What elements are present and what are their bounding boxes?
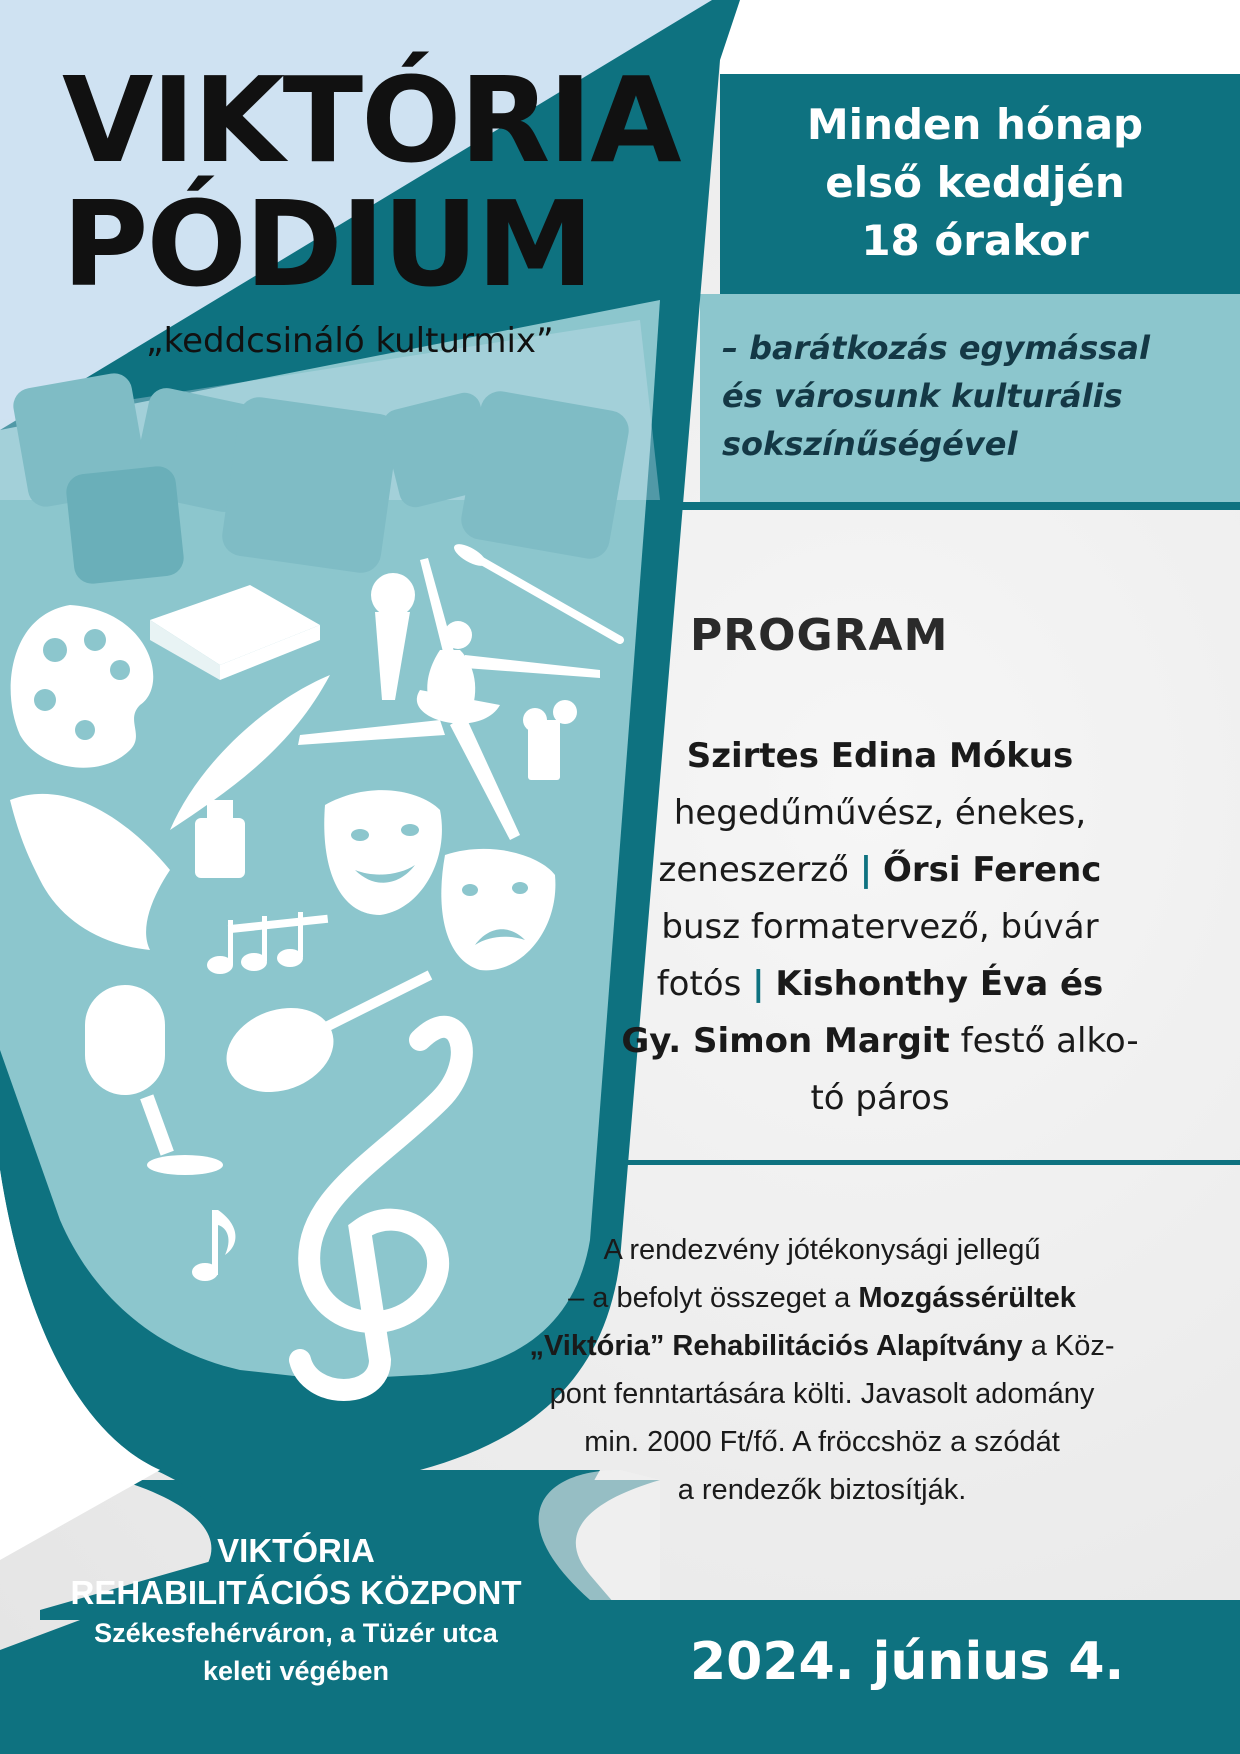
charity-line-1: A rendezvény jótékonysági jellegű bbox=[603, 1234, 1041, 1266]
performer-2-role-a: busz formatervező, búvár bbox=[661, 907, 1099, 947]
event-title bbox=[62, 51, 680, 313]
performer-3-role-a: festő alko- bbox=[960, 1021, 1139, 1061]
subtitle-line-1: – barátkozás egymással bbox=[722, 329, 1150, 367]
subtitle-line-2: és városunk kulturális bbox=[722, 377, 1123, 415]
program-text bbox=[580, 728, 1180, 1127]
schedule-text bbox=[740, 96, 1210, 270]
tagline: „keddcsináló kulturmix” bbox=[146, 321, 554, 361]
section-divider bbox=[528, 1160, 1240, 1165]
charity-line-2-pre: – a befolyt összeget a bbox=[568, 1282, 851, 1314]
top-white-band bbox=[720, 0, 1240, 74]
performer-1-role-b: zeneszerző bbox=[658, 850, 849, 890]
charity-text bbox=[462, 1226, 1182, 1514]
performer-1-role-a: hegedűművész, énekes, bbox=[673, 793, 1087, 833]
schedule-line-1: Minden hónap bbox=[806, 100, 1144, 149]
performer-3-role-b: tó páros bbox=[810, 1078, 950, 1118]
venue-name-1: VIKTÓRIA bbox=[217, 1532, 375, 1569]
performer-2-name: Őrsi Ferenc bbox=[882, 850, 1102, 890]
performer-3-name-b: Gy. Simon Margit bbox=[621, 1021, 950, 1061]
schedule-line-2: első keddjén bbox=[825, 158, 1125, 207]
performer-1-name: Szirtes Edina Mókus bbox=[686, 736, 1074, 776]
performer-3-name-a: Kishonthy Éva és bbox=[775, 964, 1104, 1004]
subtitle-line-3: sokszínűségével bbox=[722, 425, 1018, 463]
schedule-line-3: 18 órakor bbox=[861, 216, 1089, 265]
venue-address-2: keleti végében bbox=[202, 1656, 390, 1686]
title-line-2: PÓDIUM bbox=[62, 175, 592, 313]
event-date: 2024. június 4. bbox=[690, 1632, 1125, 1692]
performer-2-role-b: fotós bbox=[656, 964, 742, 1004]
venue-name-2: REHABILITÁCIÓS KÖZPONT bbox=[70, 1574, 522, 1611]
venue-info bbox=[36, 1530, 556, 1690]
separator-1: | bbox=[859, 850, 873, 890]
subtitle-text bbox=[722, 324, 1162, 468]
charity-line-6: a rendezők biztosítják. bbox=[677, 1474, 967, 1506]
charity-line-5: min. 2000 Ft/fő. A fröccshöz a szódát bbox=[584, 1426, 1060, 1458]
separator-2: | bbox=[752, 964, 765, 1004]
charity-line-3-bold: „Viktória” Rehabilitációs Alapítvány bbox=[529, 1330, 1023, 1362]
title-line-1: VIKTÓRIA bbox=[62, 51, 680, 189]
charity-line-4: pont fenntartására költi. Javasolt adomány bbox=[549, 1378, 1095, 1410]
venue-address-1: Székesfehérváron, a Tüzér utca bbox=[94, 1618, 498, 1648]
charity-line-2-bold: Mozgássérültek bbox=[858, 1282, 1076, 1314]
program-heading: PROGRAM bbox=[690, 610, 949, 661]
charity-line-3-post: a Köz- bbox=[1030, 1330, 1115, 1362]
subtitle-underline bbox=[660, 502, 1240, 510]
